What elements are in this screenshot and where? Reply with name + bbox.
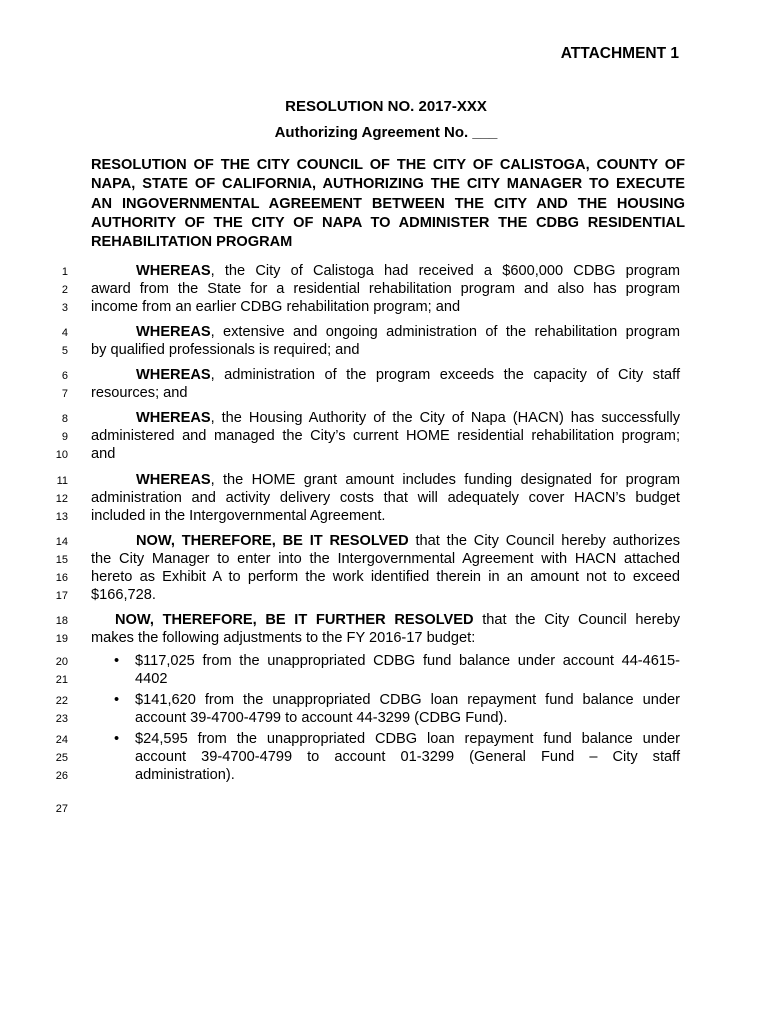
body-text: , administration of the program exceeds the capacity of City staff [210,367,680,383]
body-line: administration and activity delivery costs that will adequately cover HACN’s budget [91,490,680,506]
line-number: 2 [61,284,68,296]
line-number: 19 [55,633,68,645]
body-line: included in the Intergovernmental Agreement. [91,508,386,524]
bullet-line: administration). [135,767,235,783]
title-line: AUTHORITY OF THE CITY OF NAPA TO ADMINISTER THE CDBG RESIDENTIAL [91,214,685,231]
body-line [91,409,680,427]
bullet-marker: • [114,731,120,747]
body-line [91,323,680,341]
whereas-label: WHEREAS [136,472,211,488]
line-number: 7 [61,388,68,400]
body-line: administered and managed the City’s current HOME residential rehabilitation program; [91,428,680,444]
bullet-line: 4402 [135,671,168,687]
bullet-line: account 39-4700-4799 to account 01-3299 (General Fund – City staff [135,749,680,765]
resolved-label: NOW, THEREFORE, BE IT RESOLVED [136,533,409,549]
line-number: 8 [61,413,68,425]
line-number: 22 [55,695,68,707]
line-number: 12 [55,493,68,505]
body-line: resources; and [91,385,188,401]
body-line: makes the following adjustments to the FY 2016-17 budget: [91,630,476,646]
bullet-line: account 39-4700-4799 to account 44-3299 (CDBG Fund). [135,710,508,726]
title-line: AN INGOVERNMENTAL AGREEMENT BETWEEN THE CITY AND THE HOUSING [91,195,685,212]
further-resolved-label: NOW, THEREFORE, BE IT FURTHER RESOLVED [115,612,474,628]
body-line [91,366,680,384]
body-line: and [91,446,116,462]
title-line: NAPA, STATE OF CALIFORNIA, AUTHORIZING THE CITY MANAGER TO EXECUTE [91,176,685,193]
bullet-line: $24,595 from the unappropriated CDBG loan repayment fund balance under [135,731,680,747]
body-text: that the City Council hereby [473,612,681,628]
body-line: $166,728. [91,587,156,603]
body-line [91,471,680,489]
whereas-label: WHEREAS [136,367,211,383]
resolution-title [91,156,685,252]
line-number: 1 [61,266,68,278]
resolution-number: RESOLUTION NO. 2017-XXX [285,98,487,115]
bullet-line: $141,620 from the unappropriated CDBG loan repayment fund balance under [135,692,680,708]
body-line [91,611,680,629]
line-number: 21 [55,674,68,686]
line-number: 5 [61,345,68,357]
whereas-label: WHEREAS [136,410,211,426]
body-text: , the Housing Authority of the City of Napa (HACN) has successfully [210,410,680,426]
line-number: 4 [61,327,68,339]
body-text: , the City of Calistoga had received a $600,000 CDBG program [210,263,680,279]
line-number: 9 [61,431,68,443]
body-line: award from the State for a residential rehabilitation program and also has program [91,281,680,297]
line-number: 26 [55,770,68,782]
title-line: REHABILITATION PROGRAM [91,234,293,251]
body-line: income from an earlier CDBG rehabilitation program; and [91,299,461,315]
body-line: the City Manager to enter into the Intergovernmental Agreement with HACN attached [91,551,680,567]
body-text: , the HOME grant amount includes funding designated for program [210,472,680,488]
agreement-number: Authorizing Agreement No. ___ [274,124,498,141]
line-number: 15 [55,554,68,566]
line-number: 3 [61,302,68,314]
body-line [91,532,680,550]
body-line: hereto as Exhibit A to perform the work identified therein in an amount not to exceed [91,569,680,585]
line-number: 11 [56,475,68,487]
whereas-label: WHEREAS [136,263,211,279]
bullet-marker: • [114,692,120,708]
body-text: , extensive and ongoing administration of the rehabilitation program [210,324,680,340]
line-number: 27 [55,803,68,815]
line-number: 23 [55,713,68,725]
attachment-label: ATTACHMENT 1 [560,45,679,62]
line-number: 6 [61,370,68,382]
bullet-line: $117,025 from the unappropriated CDBG fund balance under account 44-4615- [135,653,680,669]
title-line: RESOLUTION OF THE CITY COUNCIL OF THE CITY OF CALISTOGA, COUNTY OF [91,157,685,173]
bullet-marker: • [114,653,120,669]
line-number: 13 [55,511,68,523]
line-number: 17 [55,590,68,602]
line-number: 25 [55,752,68,764]
body-text: that the City Council hereby authorizes [408,533,680,549]
line-number: 16 [55,572,68,584]
line-number: 24 [55,734,68,746]
body-line [91,262,680,280]
line-number: 10 [55,449,68,461]
body-line: by qualified professionals is required; and [91,342,360,358]
line-number: 18 [55,615,68,627]
whereas-label: WHEREAS [136,324,211,340]
line-number: 14 [55,536,68,548]
line-number: 20 [55,656,68,668]
